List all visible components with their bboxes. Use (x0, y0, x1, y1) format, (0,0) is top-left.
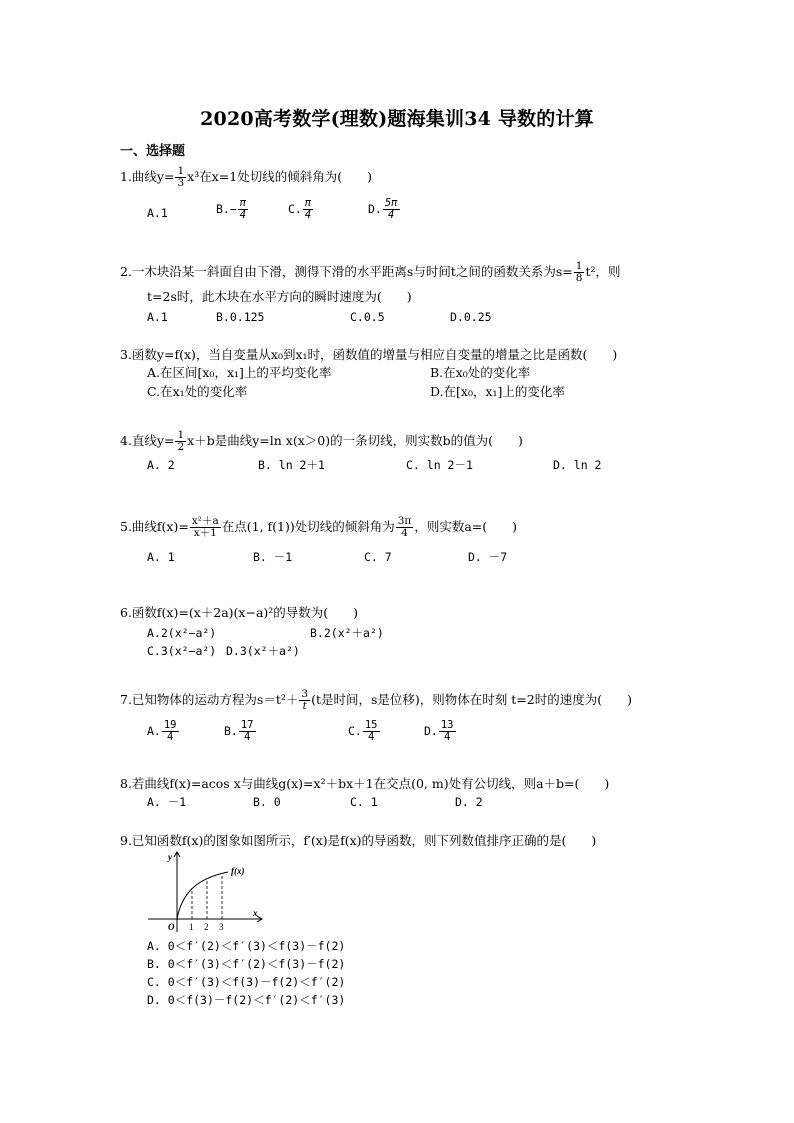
q9-option-c: C. 0＜f′(3)＜f(3)－f(2)＜f′(2) (147, 975, 346, 989)
question-7-stem: 7.已知物体的运动方程为s＝t²＋ $\frac{3}{t}$ (t是时间，s是位移)，则物体在时刻 t=2时的速度为( ) (120, 688, 632, 712)
origin-label: O (168, 922, 175, 932)
q9-option-d: D. 0＜f(3)－f(2)＜f′(2)＜f′(3) (147, 993, 346, 1007)
q3-option-c: C.在x₁处的变化率 (147, 384, 248, 399)
q8-option-b: B. 0 (253, 795, 281, 809)
tick-label-3: 3 (219, 922, 224, 932)
question-3-stem: 3.函数y=f(x)，当自变量从x₀到x₁时，函数值的增量与相应自变量的增量之比是函数( ) (120, 347, 618, 362)
q9-option-a: A. 0＜f′(2)＜f′(3)＜f(3)－f(2) (147, 939, 346, 953)
q4-option-c: C. ln 2－1 (406, 458, 473, 472)
q1-option-b: B.− $\frac{\pi}{4}$ (216, 197, 247, 221)
q7-option-a: A. $\frac{19}{4}$ (147, 719, 177, 743)
q4-option-a: A. 2 (147, 458, 175, 472)
q4-option-d: D. ln 2 (553, 458, 602, 472)
q1-option-c: C. $\frac{\pi}{4}$ (288, 197, 312, 221)
question-9-stem: 9.已知函数f(x)的图象如图所示，f′(x)是f(x)的导函数，则下列数值排序正确的是( ) (120, 833, 597, 848)
fraction: $\frac{1}{3}$ (177, 165, 185, 189)
q5-option-d: D. －7 (468, 550, 508, 564)
q8-option-d: D. 2 (455, 795, 483, 809)
graph-axes (148, 852, 262, 932)
function-curve (177, 872, 228, 919)
tick-label-1: 1 (189, 922, 194, 932)
q1-option-d: D. $\frac{5\pi}{4}$ (368, 197, 398, 221)
q7-option-c: C. $\frac{15}{4}$ (348, 719, 378, 743)
function-graph (140, 848, 270, 936)
page-title: 2020高考数学(理数)题海集训34 导数的计算 (200, 108, 594, 130)
tick-label-2: 2 (204, 922, 209, 932)
q6-option-a: A.2(x²−a²) (147, 626, 217, 640)
q9-option-b: B. 0＜f′(3)＜f′(2)＜f(3)－f(2) (147, 957, 346, 971)
section-heading: 一、选择题 (120, 144, 186, 159)
q4-option-b: B. ln 2＋1 (258, 458, 325, 472)
q1-option-a: A.1 (147, 206, 168, 220)
q7-option-d: D. $\frac{13}{4}$ (424, 719, 454, 743)
q6-option-d: D.3(x²＋a²) (226, 644, 300, 658)
q6-option-c: C.3(x²−a²) (147, 644, 217, 658)
q3-option-a: A.在区间[x₀，x₁]上的平均变化率 (147, 365, 332, 380)
x-axis-label: x (253, 908, 258, 918)
q6-option-b: B.2(x²＋a²) (310, 626, 384, 640)
q5-option-c: C. 7 (364, 550, 392, 564)
q5-option-b: B. －1 (253, 550, 293, 564)
y-axis-label: y (168, 852, 172, 862)
curve-label: f(x) (231, 866, 245, 876)
q5-option-a: A. 1 (147, 550, 175, 564)
question-8-stem: 8.若曲线f(x)=acos x与曲线g(x)=x²＋bx＋1在交点(0, m)处有公切线，则a＋b=( ) (120, 776, 610, 791)
q3-option-b: B.在x₀处的变化率 (430, 365, 531, 380)
question-2-stem-line2: t=2s时，此木块在水平方向的瞬时速度为( ) (147, 289, 412, 304)
q7-option-b: B. $\frac{17}{4}$ (224, 719, 254, 743)
q2-option-b: B.0.125 (216, 310, 265, 324)
question-6-stem: 6.函数f(x)=(x＋2a)(x−a)²的导数为( ) (120, 605, 359, 620)
q2-option-a: A.1 (147, 310, 168, 324)
question-4-stem: 4.直线y= $\frac{1}{2}$ x＋b是曲线y=ln x(x＞0)的一条切线，则实数b的值为( ) (120, 429, 523, 453)
question-5-stem: 5.曲线f(x)= $\frac{\text{x²＋a}}{x+1}$ 在点(1, f(1))处切线的倾斜角为 $\frac{3\pi}{4}$ ，则实数a=( ) (120, 515, 518, 539)
q3-option-d: D.在[x₀，x₁]上的变化率 (430, 384, 565, 399)
question-1-stem: 1.曲线y= $\frac{1}{3}$ x³在x=1处切线的倾斜角为( ) (120, 165, 372, 189)
q2-option-d: D.0.25 (450, 310, 492, 324)
q2-option-c: C.0.5 (350, 310, 385, 324)
question-2-stem: 2.一木块沿某一斜面自由下滑，测得下滑的水平距离s与时间t之间的函数关系为s= $\frac{1}{8}$ t²，则 (120, 260, 621, 284)
q8-option-a: A. －1 (147, 795, 187, 809)
q8-option-c: C. 1 (350, 795, 378, 809)
